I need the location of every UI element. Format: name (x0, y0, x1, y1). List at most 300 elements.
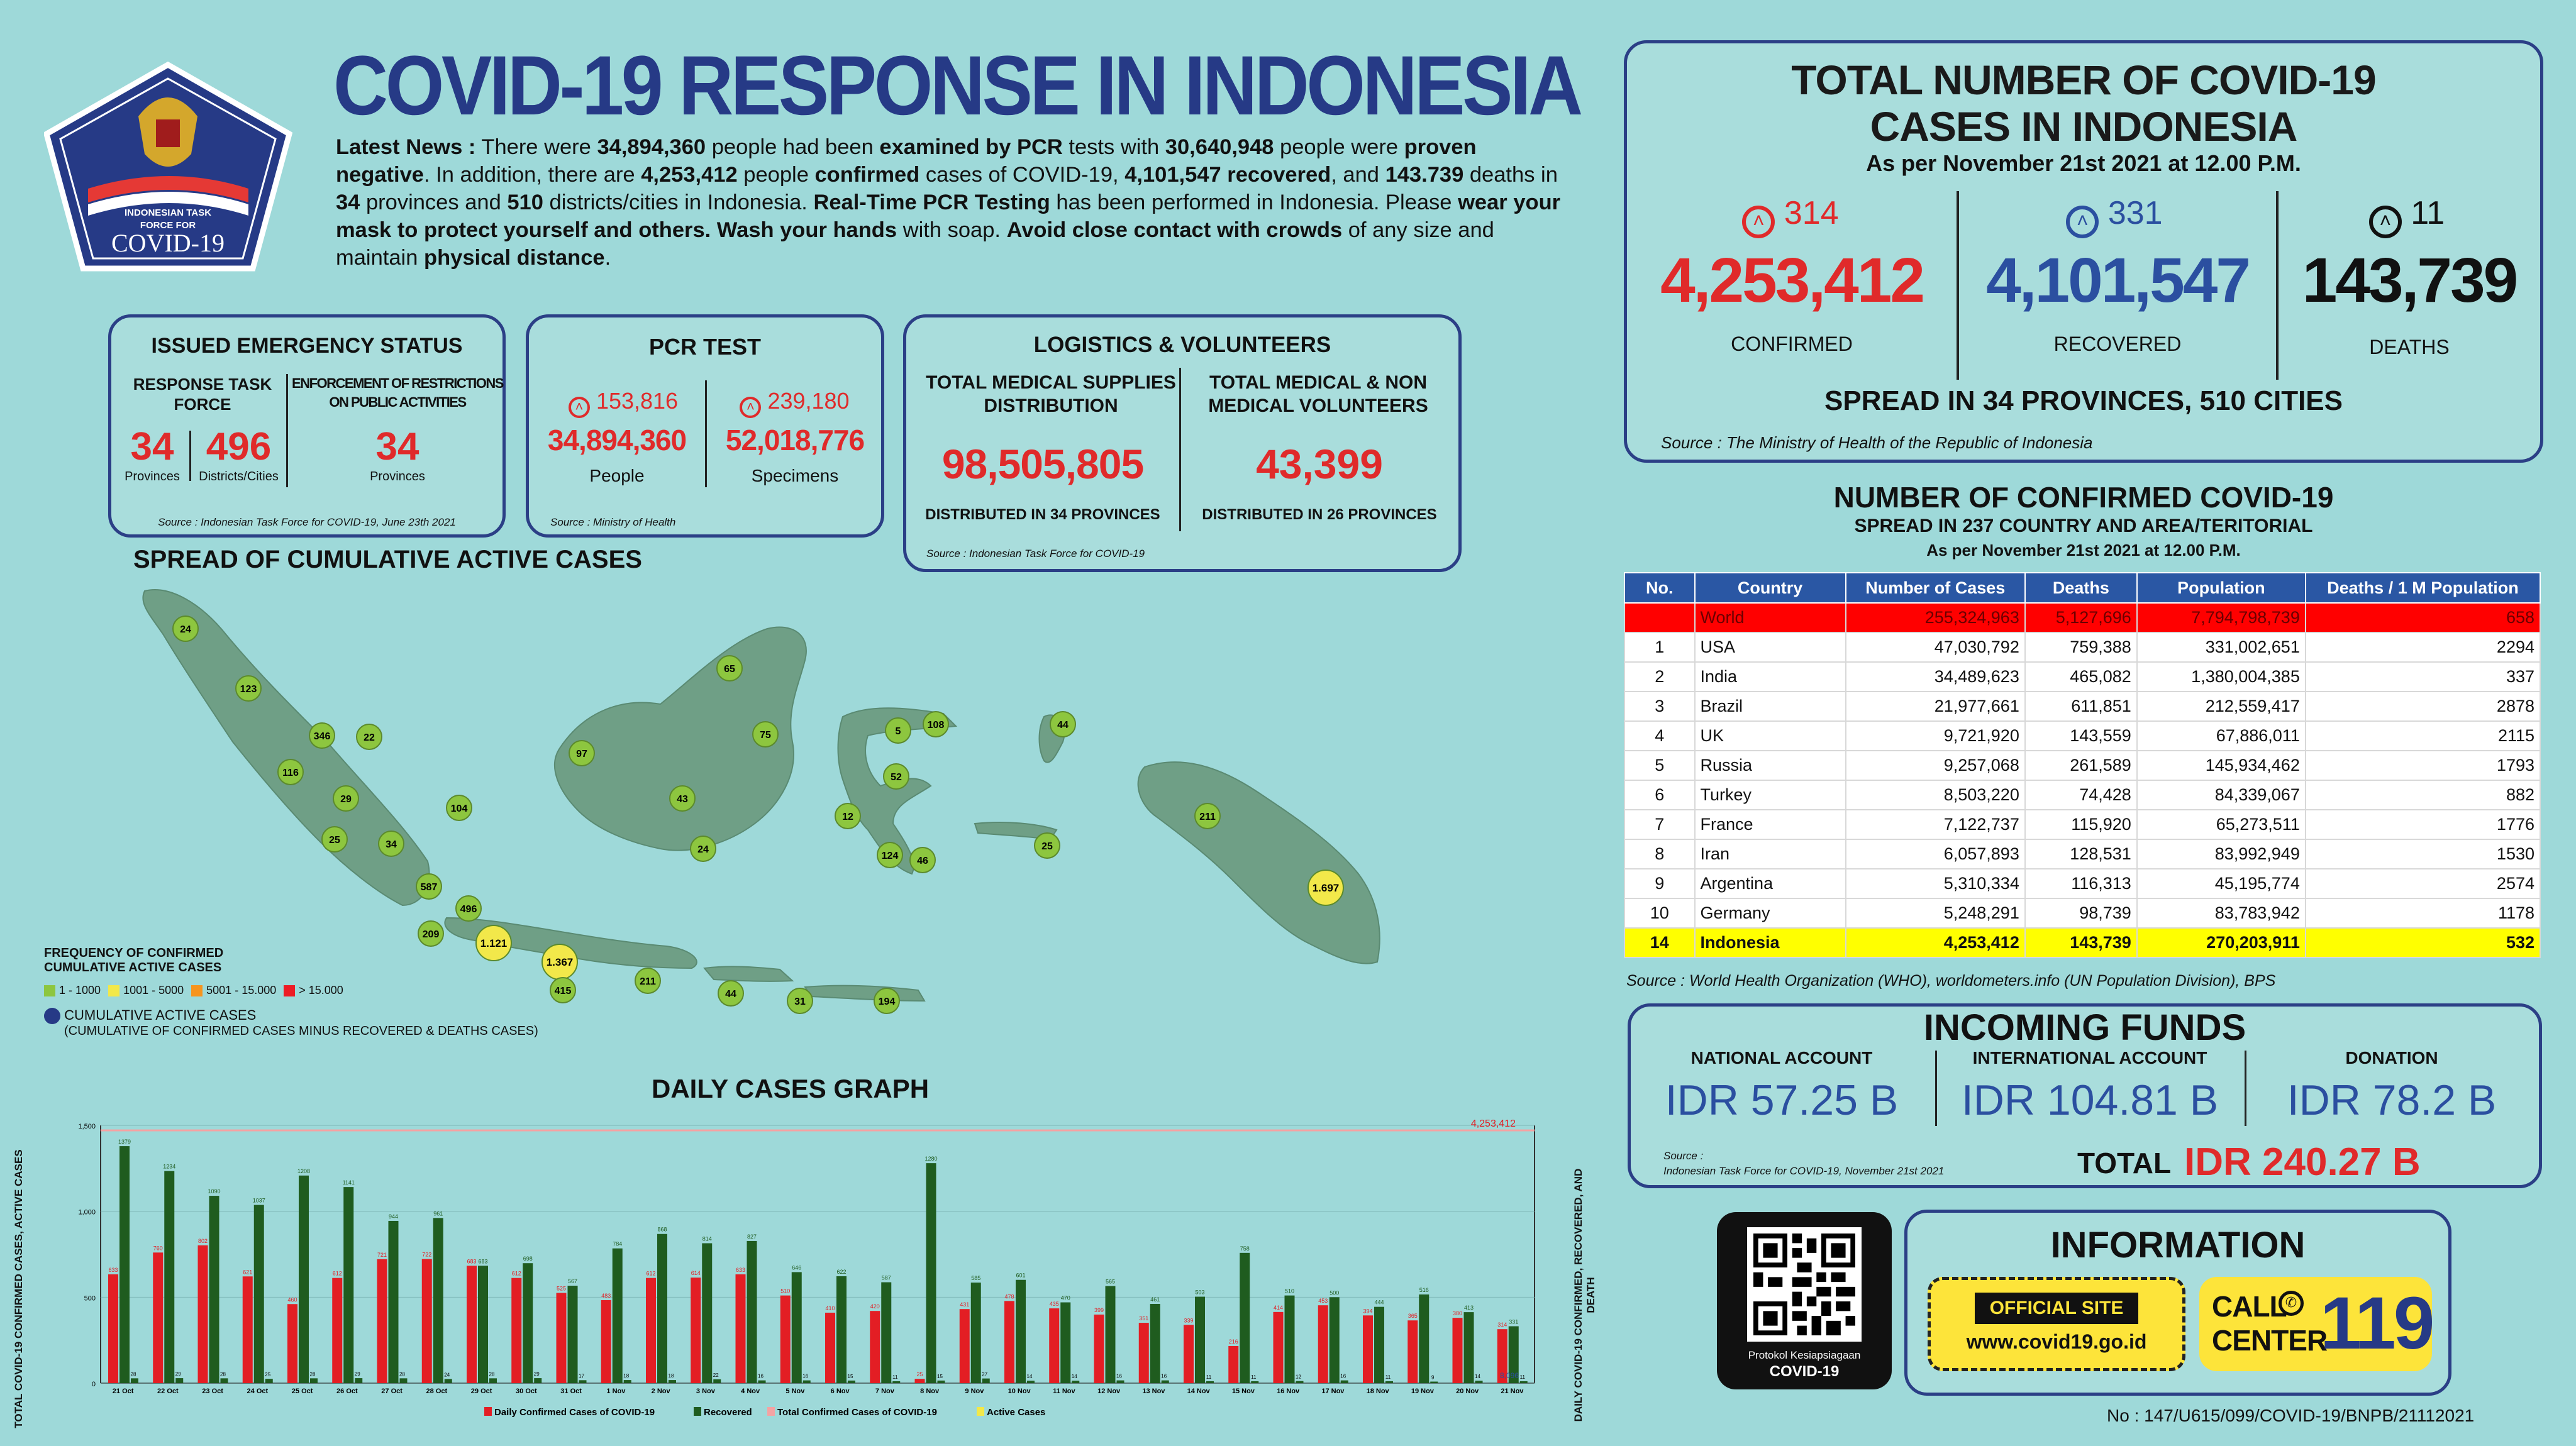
x-tick-label: 22 Oct (157, 1388, 179, 1395)
daily-confirmed-value: 25 (916, 1371, 923, 1378)
y-tick-label: 0 (91, 1381, 96, 1388)
x-tick-label: 21 Nov (1501, 1388, 1524, 1395)
daily-confirmed-value: 351 (1139, 1315, 1149, 1322)
table-cell: 6,057,893 (1846, 839, 2025, 869)
recovered-value: 587 (881, 1274, 891, 1281)
recovered-bar (343, 1187, 353, 1383)
table-cell: 45,195,774 (2137, 869, 2306, 898)
legend-item: 1001 - 5000 (108, 984, 184, 996)
recovered-value: 413 (1463, 1305, 1474, 1311)
recovered-label: RECOVERED (2053, 333, 2182, 355)
table-cell: 14 (1624, 928, 1695, 958)
daily-confirmed-value: 683 (467, 1258, 477, 1265)
table-row (1624, 692, 2540, 721)
chart-legend-swatch (977, 1407, 984, 1416)
recovered-value: 500 (1330, 1289, 1340, 1296)
recovered-value: 758 (1240, 1245, 1250, 1252)
map-marker-label: 25 (329, 835, 340, 846)
papua-island (1138, 762, 1380, 964)
table-cell: 5 (1624, 751, 1695, 780)
map-marker-label: 587 (420, 882, 438, 893)
x-tick-label: 17 Nov (1321, 1388, 1345, 1395)
deaths-bar (1117, 1381, 1124, 1383)
daily-cases-chart (57, 1107, 1579, 1421)
daily-confirmed-value: 760 (153, 1245, 163, 1252)
daily-confirmed-bar (1318, 1305, 1328, 1383)
table-cell: 1793 (2306, 751, 2540, 780)
recovered-value: 814 (702, 1235, 712, 1242)
map-marker-label: 211 (1199, 812, 1216, 822)
latest-news: Latest News : There were 34,894,360 people had been examined by PCR tests with 30,640,948 people were proven negative. In addition, there are 4,253,412 people confirmed cases of COVID-19, 4,101,547 recovered, and 143.739 deaths in 34 provinces and 510 districts/cities in Indonesia. Real-Time PCR Testing has been performed in Indonesia. Please wear your mask to protect yourself and others. Wash your hands with soap. Avoid close contact with crowds of any size and maintain physical distance. (336, 135, 1561, 270)
recovered-value: 503 (1195, 1289, 1205, 1296)
table-cell: 532 (2306, 928, 2540, 958)
x-tick-label: 14 Nov (1187, 1388, 1210, 1395)
deaths-bar (624, 1380, 631, 1383)
recovered-bar (433, 1218, 443, 1383)
table-cell: 8 (1624, 839, 1695, 869)
table-cell: 5,310,334 (1846, 869, 2025, 898)
legend-title-1: FREQUENCY OF CONFIRMED (44, 946, 224, 960)
total-cases-panel (1624, 40, 2543, 463)
recovered-bar (523, 1263, 533, 1383)
table-cell: 2 (1624, 662, 1695, 692)
emergency-title: ISSUED EMERGENCY STATUS (151, 334, 463, 358)
response-task-force-label: RESPONSE TASK FORCE (133, 375, 272, 414)
deaths-bar (1162, 1381, 1169, 1383)
map-marker-label: 346 (313, 731, 331, 742)
chart-legend-label: Total Confirmed Cases of COVID-19 (777, 1407, 937, 1418)
recovered-value: 698 (523, 1256, 533, 1262)
deaths-value: 15 (937, 1373, 943, 1379)
daily-confirmed-value: 394 (1363, 1308, 1373, 1315)
table-cell: Turkey (1695, 780, 1846, 810)
deaths-value: 29 (354, 1371, 360, 1377)
call-label: CALL (2212, 1290, 2287, 1323)
daily-confirmed-bar (1407, 1320, 1418, 1383)
deaths-bar (758, 1381, 766, 1383)
table-header: Population (2137, 573, 2306, 603)
table-cell: 261,589 (2025, 751, 2137, 780)
world-table (1624, 572, 2541, 958)
daily-confirmed-value: 399 (1094, 1306, 1104, 1313)
daily-confirmed-bar (1184, 1325, 1194, 1383)
restriction-provinces-value: 34 (375, 425, 419, 468)
international-account-label: INTERNATIONAL ACCOUNT (1972, 1048, 2207, 1068)
confirmed-increase: ˄ 314 (1627, 194, 1954, 238)
recovered-bar (1150, 1304, 1160, 1383)
recovered-value: 461 (1150, 1296, 1160, 1303)
chart-legend-label: Daily Confirmed Cases of COVID-19 (494, 1407, 655, 1418)
deaths-bar (1251, 1381, 1258, 1383)
daily-confirmed-value: 633 (735, 1266, 746, 1273)
deaths-value: 11 (1251, 1374, 1257, 1380)
recovered-increase: ˄ 331 (1954, 194, 2275, 238)
medical-supplies-label: TOTAL MEDICAL SUPPLIES DISTRIBUTION (926, 372, 1176, 416)
recovered-value: 622 (836, 1268, 847, 1275)
daily-confirmed-value: 431 (960, 1301, 970, 1308)
map-marker-label: 209 (422, 929, 440, 940)
x-tick-label: 23 Oct (202, 1388, 223, 1395)
x-tick-label: 21 Oct (112, 1388, 134, 1395)
deaths-bar (1296, 1381, 1304, 1383)
daily-confirmed-bar (557, 1293, 567, 1384)
daily-confirmed-bar (870, 1311, 880, 1383)
total-confirmed-label: 4,253,412 (1470, 1118, 1516, 1129)
y-tick-label: 1,500 (78, 1123, 96, 1130)
information-panel (1904, 1210, 2451, 1396)
qr-code-icon (1747, 1227, 1862, 1342)
table-cell: 5,127,696 (2025, 603, 2137, 632)
x-tick-label: 3 Nov (696, 1388, 715, 1395)
daily-confirmed-value: 612 (332, 1270, 342, 1277)
table-row (1624, 839, 2540, 869)
legend-item: > 15.000 (284, 984, 343, 996)
daily-confirmed-value: 612 (511, 1270, 521, 1277)
official-site-link[interactable] (1928, 1277, 2185, 1371)
emergency-provinces-label: Provinces (125, 470, 180, 483)
table-cell: 7,122,737 (1846, 810, 2025, 839)
x-tick-label: 2 Nov (651, 1388, 670, 1395)
table-row (1624, 928, 2540, 958)
table-cell: 759,388 (2025, 632, 2137, 662)
table-row (1624, 780, 2540, 810)
x-tick-label: 16 Nov (1277, 1388, 1300, 1395)
daily-confirmed-bar (915, 1379, 925, 1383)
daily-confirmed-value: 483 (601, 1292, 611, 1299)
x-tick-label: 8 Nov (920, 1388, 940, 1395)
daily-confirmed-value: 365 (1407, 1313, 1418, 1320)
daily-confirmed-bar (691, 1278, 701, 1383)
table-cell: 2115 (2306, 721, 2540, 751)
deaths-value: 24 (444, 1372, 450, 1378)
chart-legend-label: Recovered (704, 1407, 752, 1418)
recovered-value: 683 (478, 1258, 488, 1265)
map-marker-label: 12 (842, 812, 853, 822)
table-cell: 465,082 (2025, 662, 2137, 692)
deaths-value: 16 (1116, 1373, 1122, 1379)
emergency-provinces-value: 34 (130, 425, 174, 468)
daily-confirmed-value: 721 (377, 1251, 387, 1258)
deaths-bar (310, 1378, 318, 1383)
legend-item: 5001 - 15.000 (191, 984, 276, 996)
recovered-value: 444 (1374, 1299, 1384, 1306)
chart-legend-swatch (694, 1407, 701, 1416)
recovered-bar (836, 1276, 847, 1383)
recovered-value: 516 (1419, 1286, 1429, 1293)
table-cell: 47,030,792 (1846, 632, 2025, 662)
map-marker-label: 104 (450, 803, 468, 814)
table-row (1624, 632, 2540, 662)
daily-confirmed-bar (780, 1296, 791, 1383)
map-title: SPREAD OF CUMULATIVE ACTIVE CASES (133, 546, 642, 573)
table-cell: 5,248,291 (1846, 898, 2025, 928)
table-row (1624, 898, 2540, 928)
x-tick-label: 9 Nov (965, 1388, 984, 1395)
map-marker-label: 415 (554, 986, 572, 996)
deaths-bar (1206, 1381, 1214, 1383)
table-cell: 7 (1624, 810, 1695, 839)
map-marker-label: 31 (794, 996, 806, 1007)
deaths-value: 15 (847, 1373, 853, 1379)
deaths-value: 18 (668, 1373, 674, 1379)
deaths-bar (848, 1381, 855, 1383)
deaths-bar (1341, 1381, 1348, 1383)
recovered-value: 510 (1284, 1288, 1295, 1294)
map-marker-label: 1.367 (546, 956, 574, 968)
map-marker-label: 22 (364, 732, 375, 743)
official-site-label: OFFICIAL SITE (1975, 1293, 2138, 1324)
table-cell: 1776 (2306, 810, 2540, 839)
x-tick-label: 15 Nov (1231, 1388, 1255, 1395)
recovered-value: 470 (1060, 1294, 1070, 1301)
map-marker-label: 124 (881, 851, 899, 861)
qr-caption-1: Protokol Kesiapsiagaan (1748, 1349, 1861, 1361)
table-row (1624, 869, 2540, 898)
recovered-bar (926, 1163, 936, 1383)
map-marker-label: 34 (386, 839, 397, 850)
table-row (1624, 603, 2540, 632)
national-account-label: NATIONAL ACCOUNT (1690, 1048, 1873, 1068)
deaths-value: 17 (579, 1373, 584, 1379)
deaths-bar (579, 1380, 587, 1383)
deaths-increase: ˄ 11 (2275, 194, 2539, 238)
recovered-bar (1285, 1296, 1295, 1383)
daily-confirmed-value: 453 (1318, 1298, 1328, 1305)
map-marker-label: 211 (640, 976, 656, 987)
table-cell: 882 (2306, 780, 2540, 810)
deaths-bar (400, 1378, 408, 1383)
x-tick-label: 1 Nov (606, 1388, 626, 1395)
main-title: COVID-19 RESPONSE IN INDONESIA (333, 39, 1580, 133)
table-header: Number of Cases (1846, 573, 2025, 603)
pcr-specimens-label: Specimens (751, 466, 839, 485)
table-cell: Indonesia (1695, 928, 1846, 958)
recovered-bar (881, 1283, 891, 1383)
recovered-value: 868 (657, 1226, 667, 1233)
table-cell: 4 (1624, 721, 1695, 751)
daily-confirmed-bar (1094, 1315, 1104, 1383)
deaths-bar (803, 1381, 811, 1383)
increase-up-icon: ˄ (2066, 206, 2099, 238)
deaths-bar (534, 1378, 541, 1383)
table-cell: 2878 (2306, 692, 2540, 721)
table-cell: France (1695, 810, 1846, 839)
recovered-value: 1208 (297, 1167, 311, 1174)
table-cell: 9,257,068 (1846, 751, 2025, 780)
restrictions-label: ENFORCEMENT OF RESTRICTIONS ON PUBLIC ACTIVITIES (292, 375, 503, 410)
deaths-value: 16 (802, 1373, 809, 1379)
table-cell: 1 (1624, 632, 1695, 662)
deaths-bar (131, 1378, 138, 1383)
map-marker-label: 5 (895, 726, 901, 737)
table-cell: 65,273,511 (2137, 810, 2306, 839)
table-cell: 212,559,417 (2137, 692, 2306, 721)
x-tick-label: 12 Nov (1097, 1388, 1121, 1395)
logo-line1: INDONESIAN TASK (124, 207, 212, 218)
x-tick-label: 30 Oct (516, 1388, 537, 1395)
table-row (1624, 810, 2540, 839)
recovered-value: 1037 (252, 1197, 265, 1204)
recovered-value: 1090 (208, 1188, 221, 1195)
emergency-districts-label: Districts/Cities (199, 470, 279, 483)
deaths-value: 25 (265, 1372, 271, 1378)
x-tick-label: 24 Oct (247, 1388, 269, 1395)
table-header: Country (1695, 573, 1846, 603)
table-cell: 143,559 (2025, 721, 2137, 751)
covid-task-force-logo (44, 60, 292, 273)
daily-confirmed-value: 460 (287, 1296, 297, 1303)
recovered-value: 961 (433, 1210, 443, 1217)
daily-confirmed-bar (108, 1274, 118, 1383)
deaths-value: 11 (1385, 1374, 1391, 1380)
legend-item: 1 - 1000 (44, 984, 101, 996)
recovered-bar (1464, 1312, 1474, 1383)
map-marker-label: 24 (180, 624, 191, 635)
table-cell: 145,934,462 (2137, 751, 2306, 780)
call-center-number: 119 (2320, 1282, 2433, 1365)
map-marker-label: 496 (460, 904, 477, 915)
funds-source: Source : Indonesian Task Force for COVID-19, November 21st 2021 (1663, 1150, 1945, 1177)
pcr-test-panel (526, 314, 884, 538)
recovered-bar (568, 1286, 578, 1383)
deaths-value: 28 (220, 1371, 226, 1377)
recovered-bar (1330, 1297, 1340, 1383)
x-tick-label: 4 Nov (741, 1388, 760, 1395)
table-header: No. (1624, 573, 1695, 603)
recovered-bar (478, 1266, 488, 1383)
daily-confirmed-value: 802 (197, 1237, 208, 1244)
recovered-value: 601 (1016, 1272, 1026, 1279)
daily-confirmed-bar (1453, 1318, 1463, 1383)
restriction-provinces-label: Provinces (370, 470, 425, 483)
emergency-districts-value: 496 (206, 425, 272, 468)
recovered-bar (254, 1205, 264, 1383)
x-tick-label: 13 Nov (1142, 1388, 1165, 1395)
map-marker-label: 1.121 (480, 937, 508, 949)
daily-confirmed-value: 339 (1184, 1317, 1194, 1324)
recovered-bar (792, 1272, 802, 1383)
table-cell: 658 (2306, 603, 2540, 632)
deaths-bar (1520, 1381, 1528, 1383)
daily-confirmed-value: 478 (1004, 1293, 1014, 1300)
recovered-bar (1240, 1253, 1250, 1383)
information-title: INFORMATION (2050, 1225, 2306, 1266)
map-marker-label: 44 (1057, 720, 1069, 731)
totals-source: Source : The Ministry of Health of the Republic of Indonesia (1661, 433, 2093, 452)
table-cell: 9,721,920 (1846, 721, 2025, 751)
world-title: NUMBER OF CONFIRMED COVID-19 (1833, 481, 2334, 514)
deaths-bar (175, 1378, 183, 1383)
table-cell: 270,203,911 (2137, 928, 2306, 958)
pcr-people-label: People (589, 466, 645, 485)
table-cell: 337 (2306, 662, 2540, 692)
map-legend (44, 946, 538, 1039)
map-marker-label: 108 (927, 720, 945, 731)
table-cell: 4,253,412 (1846, 928, 2025, 958)
deaths-value: 14 (1026, 1374, 1033, 1380)
qr-card[interactable] (1717, 1212, 1892, 1389)
x-tick-label: 11 Nov (1053, 1388, 1075, 1395)
daily-confirmed-bar (332, 1278, 342, 1383)
deaths-bar (1072, 1381, 1079, 1383)
map-marker-label: 43 (677, 794, 688, 805)
deaths-value: 14 (1475, 1374, 1480, 1380)
totals-title-1: TOTAL NUMBER OF COVID-19 (1791, 57, 2376, 103)
daily-confirmed-value: 633 (108, 1266, 118, 1273)
confirmed-label: CONFIRMED (1731, 333, 1853, 355)
map-marker-label: 123 (240, 684, 257, 695)
table-cell: Russia (1695, 751, 1846, 780)
daily-confirmed-value: 722 (422, 1251, 432, 1258)
deaths-bar (265, 1379, 273, 1383)
cumulative-legend: CUMULATIVE ACTIVE CASES (44, 1007, 538, 1024)
volunteers-distribution: DISTRIBUTED IN 26 PROVINCES (1202, 506, 1437, 523)
supplies-distribution: DISTRIBUTED IN 34 PROVINCES (925, 506, 1160, 523)
national-account-value: IDR 57.25 B (1665, 1076, 1899, 1124)
table-cell: Iran (1695, 839, 1846, 869)
table-cell: World (1695, 603, 1846, 632)
daily-confirmed-value: 525 (556, 1285, 567, 1292)
table-cell: 331,002,651 (2137, 632, 2306, 662)
donation-value: IDR 78.2 B (2287, 1076, 2497, 1124)
table-cell: 115,920 (2025, 810, 2137, 839)
recovered-bar (299, 1176, 309, 1383)
table-cell: 1178 (2306, 898, 2540, 928)
x-tick-label: 10 Nov (1008, 1388, 1031, 1395)
table-cell: 6 (1624, 780, 1695, 810)
daily-confirmed-bar (601, 1300, 611, 1383)
logo-line3: COVID-19 (111, 229, 225, 257)
pcr-specimens-increase: ˄ 239,180 (708, 388, 881, 418)
recovered-value: 1379 (118, 1139, 131, 1145)
table-header: Deaths / 1 M Population (2306, 573, 2540, 603)
table-cell: 611,851 (2025, 692, 2137, 721)
deaths-value: 16 (758, 1373, 763, 1379)
recovered-value: 1234 (163, 1163, 176, 1170)
y-tick-label: 500 (84, 1294, 96, 1303)
y-tick-label: 1,000 (78, 1208, 96, 1217)
map-marker-label: 194 (878, 996, 896, 1007)
map-marker-label: 46 (917, 856, 928, 866)
deaths-value: 22 (713, 1372, 719, 1378)
recovered-value: 565 (1105, 1278, 1116, 1285)
recovered-bar (1106, 1286, 1116, 1383)
recovered-value: 784 (613, 1240, 623, 1247)
deaths-bar (892, 1381, 900, 1383)
x-tick-label: 19 Nov (1411, 1388, 1434, 1395)
emergency-status-panel (108, 314, 506, 538)
logistics-source: Source : Indonesian Task Force for COVID-19 (926, 548, 1145, 560)
table-row (1624, 751, 2540, 780)
logistics-panel (903, 314, 1462, 572)
recovered-value: 1141 (342, 1179, 355, 1186)
x-tick-label: 18 Nov (1366, 1388, 1389, 1395)
table-cell: 83,992,949 (2137, 839, 2306, 869)
recovered-value: 4,101,547 (1986, 245, 2249, 316)
deaths-value: 16 (1340, 1373, 1346, 1379)
table-cell: India (1695, 662, 1846, 692)
deaths-value: 11 (1519, 1374, 1525, 1380)
call-center-button[interactable] (2199, 1277, 2432, 1371)
donation-label: DONATION (2345, 1048, 2438, 1068)
recovered-bar (1195, 1297, 1205, 1383)
volunteers-value: 43,399 (1256, 441, 1383, 487)
recovered-bar (1016, 1280, 1026, 1383)
daily-confirmed-value: 216 (1228, 1338, 1238, 1345)
table-cell: 84,339,067 (2137, 780, 2306, 810)
pcr-people-increase: ˄ 153,816 (541, 388, 705, 418)
daily-confirmed-bar (825, 1313, 835, 1383)
